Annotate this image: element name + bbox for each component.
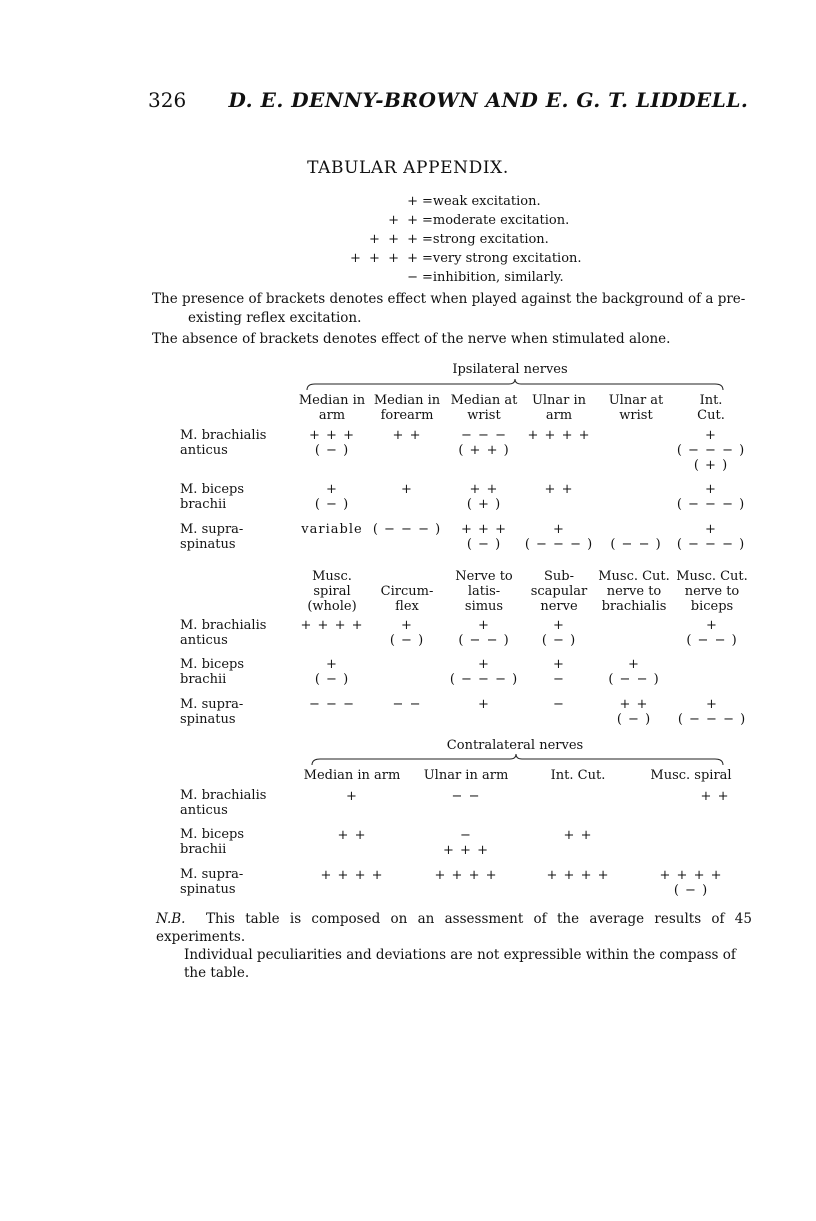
table-b-header: Circum- flex xyxy=(380,584,434,614)
table-b-cell: + ( − − ) xyxy=(686,618,738,648)
table-c-cell: + + xyxy=(563,828,593,843)
table-b-cell: + xyxy=(478,697,490,712)
contralateral-brace xyxy=(310,753,725,767)
table-c-cell: + + xyxy=(337,828,367,843)
table-a-cell: ( − − ) xyxy=(610,537,662,552)
ipsilateral-brace xyxy=(305,378,725,392)
table-c-cell: + + + + xyxy=(434,868,498,883)
table-b-cell: + ( − ) xyxy=(314,657,350,687)
legend xyxy=(330,192,582,287)
table-a-header: Median at wrist xyxy=(450,393,518,423)
table-b-cell: + ( − − ) xyxy=(608,657,660,687)
brackets-presence-paragraph xyxy=(152,290,752,328)
table-a-cell: + ( − − − ) xyxy=(524,522,594,552)
paragraph-line: existing reflex excitation. xyxy=(188,310,362,326)
footnote-line: This table is composed on an assessment of the average results of 45 experiments. xyxy=(156,911,752,945)
table-a-cell: variable xyxy=(301,522,363,537)
table-a-cell: + ( − − − ) xyxy=(676,522,746,552)
table-a-cell: + + + ( − ) xyxy=(461,522,507,552)
table-b-header: Musc. Cut. nerve to biceps xyxy=(676,569,748,614)
table-c-cell: + + + + xyxy=(320,868,384,883)
legend-symbol: + + + xyxy=(369,232,420,247)
legend-row xyxy=(330,211,582,230)
legend-label: =weak excitation. xyxy=(422,194,541,209)
legend-symbol: − xyxy=(407,270,420,285)
table-a-cell: + + xyxy=(392,428,422,443)
table-c-header: Ulnar in arm xyxy=(423,768,509,783)
legend-label: =moderate excitation. xyxy=(422,213,570,228)
table-a-header: Int. Cut. xyxy=(697,393,725,423)
row-label-supraspinatus: M. supra- spinatus xyxy=(180,867,244,897)
table-c-cell: + + + + ( − ) xyxy=(659,868,723,898)
footnote-label: N.B. xyxy=(156,911,186,927)
legend-label: =strong excitation. xyxy=(422,232,549,247)
legend-row xyxy=(330,249,582,268)
table-b-cell: + ( − − − ) xyxy=(449,657,519,687)
legend-row xyxy=(330,192,582,211)
table-a-cell: + + xyxy=(544,482,574,497)
table-b-cell: + + ( − ) xyxy=(616,697,652,727)
legend-label: =very strong excitation. xyxy=(422,251,582,266)
table-b-header: Sub- scapular nerve xyxy=(530,569,588,614)
contralateral-group-label: Contralateral nerves xyxy=(446,738,584,753)
table-b-cell: − − − xyxy=(309,697,355,712)
legend-symbol: + + + + xyxy=(350,251,420,266)
page-number: 326 xyxy=(148,88,187,112)
table-a-cell: + + ( + ) xyxy=(466,482,502,512)
row-label-supraspinatus: M. supra- spinatus xyxy=(180,697,244,727)
footnote-line: Individual peculiarities and deviations are not expressible within the compass of xyxy=(184,947,736,963)
running-header xyxy=(148,88,748,112)
table-b-cell: + ( − − ) xyxy=(458,618,510,648)
row-label-brachialis: M. brachialis anticus xyxy=(180,788,267,818)
brackets-absence-paragraph: The absence of brackets denotes effect of the nerve when stimulated alone. xyxy=(152,331,671,347)
table-a-cell: + xyxy=(401,482,413,497)
row-label-biceps: M. biceps brachii xyxy=(180,657,245,687)
table-a-cell: − − − ( + + ) xyxy=(458,428,510,458)
legend-row xyxy=(330,230,582,249)
row-label-biceps: M. biceps brachii xyxy=(180,482,245,512)
row-label-brachialis: M. brachialis anticus xyxy=(180,428,267,458)
table-b-cell: − xyxy=(553,697,565,712)
table-b-cell: − − xyxy=(392,697,422,712)
table-a-header: Ulnar at wrist xyxy=(608,393,664,423)
table-c-cell: + + + + xyxy=(546,868,610,883)
table-b-header: Musc. spiral (whole) xyxy=(307,569,357,614)
table-b-cell: + − xyxy=(553,657,565,687)
table-b-header: Musc. Cut. nerve to brachialis xyxy=(598,569,670,614)
footnote xyxy=(156,910,752,982)
table-c-header: Median in arm xyxy=(303,768,401,783)
legend-row xyxy=(330,268,582,287)
table-a-cell: + ( − − − ) xyxy=(676,482,746,512)
table-a-header: Ulnar in arm xyxy=(531,393,587,423)
table-b-cell: + ( − ) xyxy=(389,618,425,648)
legend-label: =inhibition, similarly. xyxy=(422,270,564,285)
table-c-cell: − − xyxy=(451,789,481,804)
table-b-cell: + ( − ) xyxy=(541,618,577,648)
table-c-header: Musc. spiral xyxy=(650,768,732,783)
row-label-biceps: M. biceps brachii xyxy=(180,827,245,857)
table-a-header: Median in forearm xyxy=(373,393,441,423)
table-c-header: Int. Cut. xyxy=(550,768,606,783)
appendix-title: TABULAR APPENDIX. xyxy=(307,158,509,178)
table-a-header: Median in arm xyxy=(298,393,366,423)
legend-symbol: + xyxy=(407,194,420,209)
table-a-cell: + + + + xyxy=(527,428,591,443)
table-c-cell: + + xyxy=(700,789,730,804)
row-label-brachialis: M. brachialis anticus xyxy=(180,618,267,648)
table-c-cell: + xyxy=(346,789,358,804)
table-b-header: Nerve to latis- simus xyxy=(455,569,513,614)
table-b-cell: + ( − − − ) xyxy=(677,697,747,727)
table-a-cell: ( − − − ) xyxy=(372,522,442,537)
table-a-cell: + ( − − − ) ( + ) xyxy=(676,428,746,473)
legend-symbol: + + xyxy=(388,213,420,228)
table-c-cell: − + + + xyxy=(443,828,489,858)
row-label-supraspinatus: M. supra- spinatus xyxy=(180,522,244,552)
table-a-cell: + + + ( − ) xyxy=(309,428,355,458)
ipsilateral-group-label: Ipsilateral nerves xyxy=(452,362,568,377)
footnote-line: the table. xyxy=(184,965,250,981)
table-b-cell: + + + + xyxy=(300,618,364,633)
paragraph-line: The presence of brackets denotes effect when played against the background of a pre- xyxy=(152,291,746,307)
table-a-cell: + ( − ) xyxy=(314,482,350,512)
authors: D. E. DENNY-BROWN AND E. G. T. LIDDELL. xyxy=(228,88,749,112)
